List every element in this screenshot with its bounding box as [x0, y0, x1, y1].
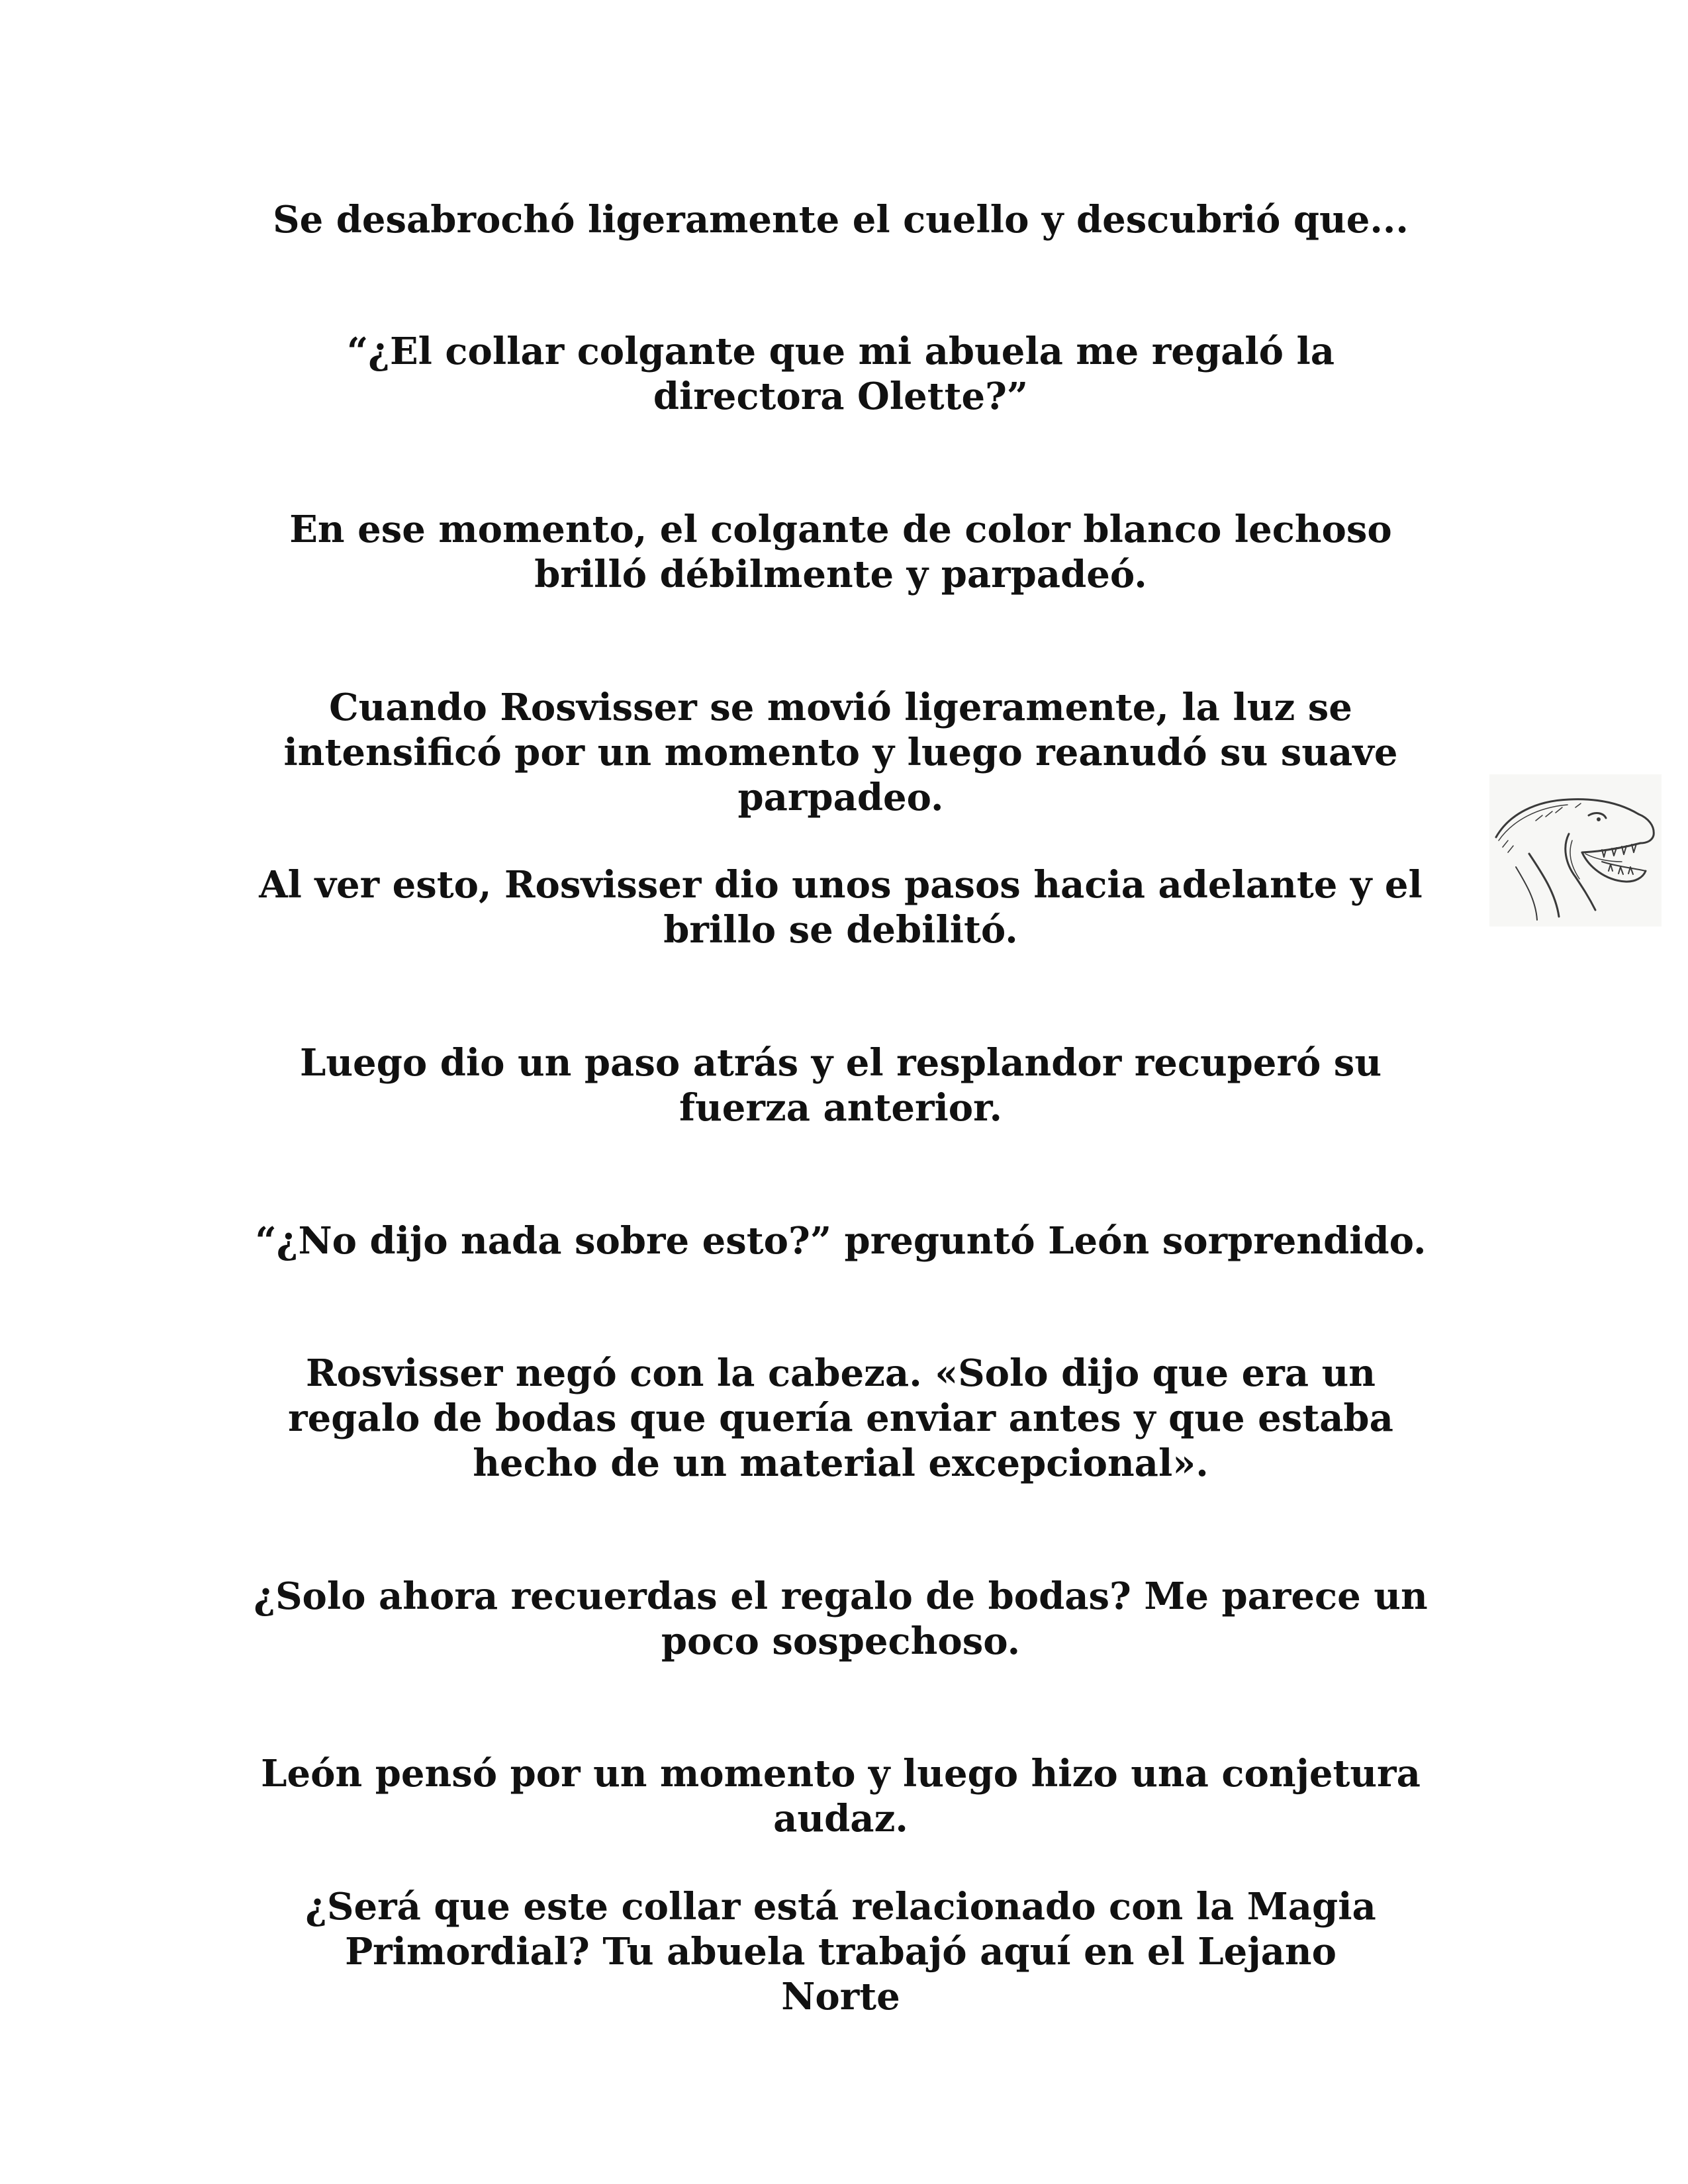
paragraph-9: ¿Solo ahora recuerdas el regalo de bodas? Me parece un poco sospechoso. [254, 1574, 1428, 1663]
paragraph-4: Cuando Rosvisser se movió ligeramente, la luz se intensificó por un momento y luego reanudó su suave parpadeo. [283, 686, 1398, 819]
paragraph-6: Luego dio un paso atrás y el resplandor recuperó su fuerza anterior. [299, 1041, 1382, 1130]
paragraph-5: Al ver esto, Rosvisser dio unos pasos hacia adelante y el brillo se debilitó. [259, 863, 1423, 952]
dinosaur-head-sketch-icon [1489, 774, 1662, 927]
paragraph-11: ¿Será que este collar está relacionado con la Magia Primordial? Tu abuela trabajó aquí en el Lejano Norte [305, 1885, 1376, 2019]
paragraph-1: Se desabrochó ligeramente el cuello y descubrió que... [273, 198, 1409, 242]
paragraph-8: Rosvisser negó con la cabeza. «Solo dijo que era un regalo de bodas que quería enviar antes y que estaba hecho de un material excepcional». [288, 1351, 1393, 1485]
paragraph-10: León pensó por un momento y luego hizo una conjetura audaz. [261, 1752, 1421, 1841]
paragraph-3: En ese momento, el colgante de color blanco lechoso brilló débilmente y parpadeó. [289, 508, 1392, 596]
paragraph-7: “¿No dijo nada sobre esto?” preguntó León sorprendido. [255, 1219, 1427, 1263]
paragraph-2: “¿El collar colgante que mi abuela me regaló la directora Olette?” [346, 330, 1335, 418]
